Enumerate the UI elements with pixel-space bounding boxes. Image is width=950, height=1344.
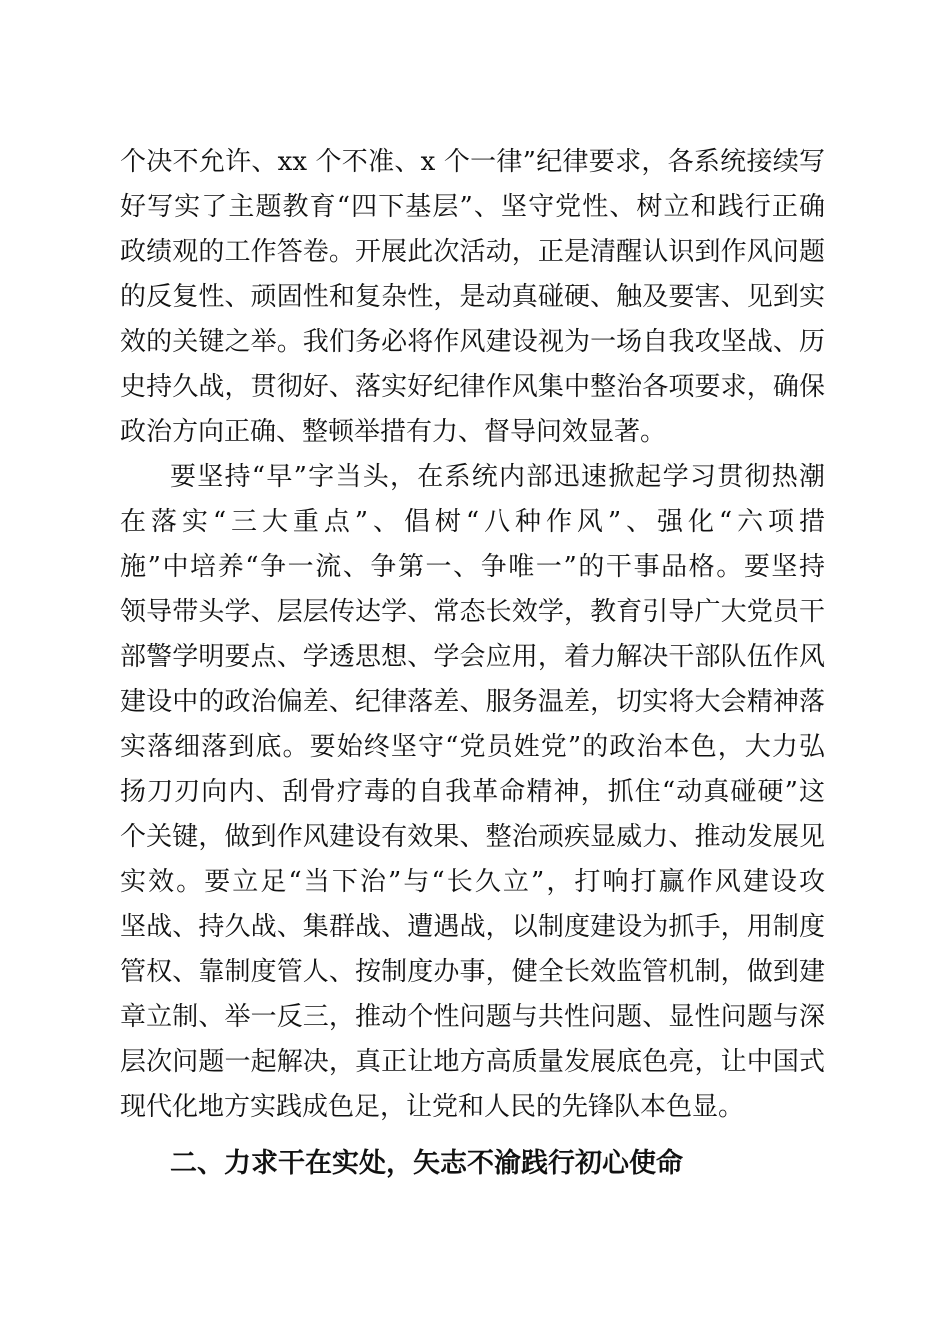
- paragraph-2-line-9: 个关键，做到作风建设有效果、整治顽疾显威力、推动发展见: [120, 822, 825, 852]
- paragraph-2-line-15: 现代化地方实践成色足，让党和人民的先锋队本色显。: [120, 1092, 745, 1122]
- paragraph-2-line-3: 施”中培养“争一流、争第一、争唯一”的干事品格。要坚持: [120, 552, 825, 582]
- paragraph-2-line-14: 层次问题一起解决，真正让地方高质量发展底色亮，让中国式: [120, 1047, 825, 1077]
- paragraph-1-line-2: 好写实了主题教育“四下基层”、坚守党性、树立和践行正确: [120, 192, 825, 222]
- paragraph-2-line-7: 实落细落到底。要始终坚守“党员姓党”的政治本色，大力弘: [120, 732, 825, 762]
- paragraph-2-line-4: 领导带头学、层层传达学、常态长效学，教育引导广大党员干: [120, 597, 825, 627]
- paragraph-1-line-5: 效的关键之举。我们务必将作风建设视为一场自我攻坚战、历: [120, 327, 825, 357]
- paragraph-2-line-10: 实效。要立足“当下治”与“长久立”，打响打赢作风建设攻: [120, 867, 825, 897]
- section-heading: 二、力求干在实处，矢志不渝践行初心使命: [170, 1148, 683, 1179]
- paragraph-2-line-2: 在落实“三大重点”、倡树“八种作风”、强化“六项措: [120, 507, 825, 537]
- paragraph-2-line-13: 章立制、举一反三，推动个性问题与共性问题、显性问题与深: [120, 1002, 825, 1032]
- paragraph-2-line-5: 部警学明要点、学透思想、学会应用，着力解决干部队伍作风: [120, 642, 825, 672]
- paragraph-2-line-12: 管权、靠制度管人、按制度办事，健全长效监管机制，做到建: [120, 957, 825, 987]
- paragraph-1-line-4: 的反复性、顽固性和复杂性，是动真碰硬、触及要害、见到实: [120, 282, 825, 312]
- paragraph-1-line-7: 政治方向正确、整顿举措有力、督导问效显著。: [120, 417, 667, 447]
- paragraph-1-line-6: 史持久战，贯彻好、落实好纪律作风集中整治各项要求，确保: [120, 372, 825, 402]
- paragraph-2-line-8: 扬刀刃向内、刮骨疗毒的自我革命精神，抓住“动真碰硬”这: [120, 777, 825, 807]
- paragraph-2-line-11: 坚战、持久战、集群战、遭遇战，以制度建设为抓手，用制度: [120, 912, 825, 942]
- paragraph-1-line-1: 个决不允许、xx 个不准、x 个一律”纪律要求，各系统接续写: [120, 147, 825, 177]
- paragraph-2-line-1: 要坚持“早”字当头，在系统内部迅速掀起学习贯彻热潮: [170, 462, 825, 492]
- paragraph-2-line-6: 建设中的政治偏差、纪律落差、服务温差，切实将大会精神落: [120, 687, 825, 717]
- paragraph-1-line-3: 政绩观的工作答卷。开展此次活动，正是清醒认识到作风问题: [120, 237, 825, 267]
